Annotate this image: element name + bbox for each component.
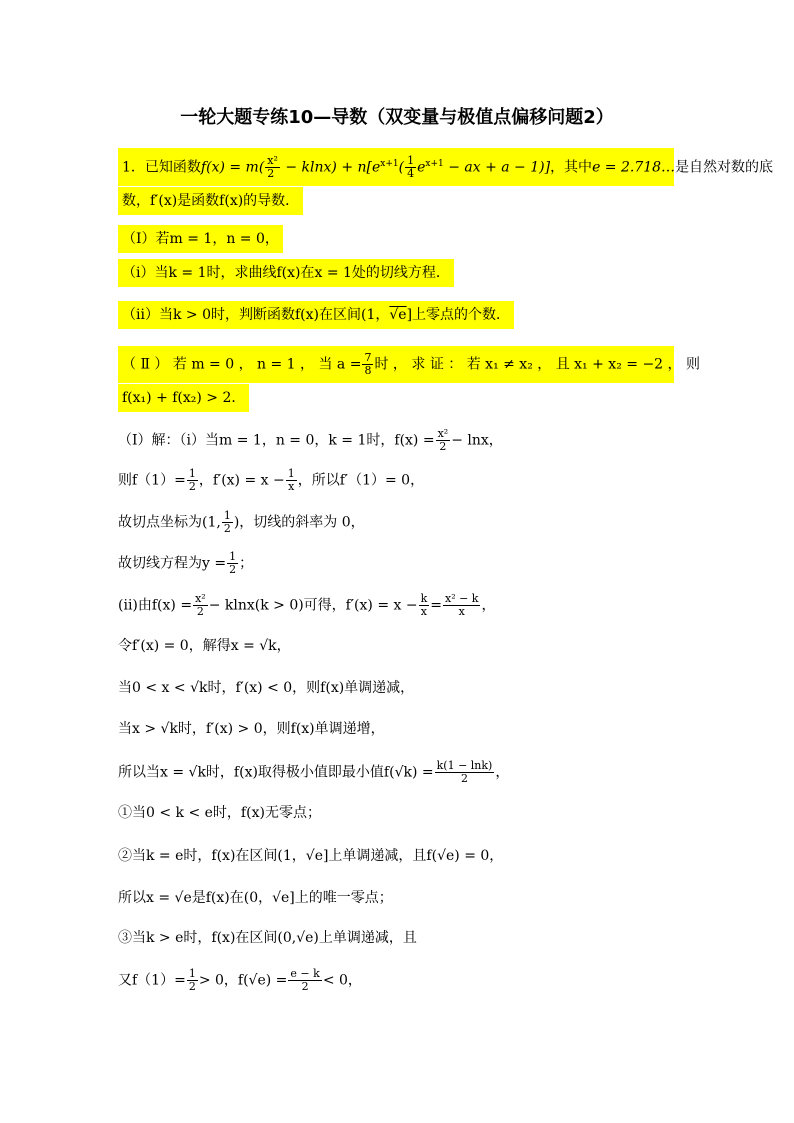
- fraction-numerator: x²: [195, 592, 206, 605]
- solution-line: [118, 678, 414, 698]
- solution-text: 又f（1）=: [118, 972, 186, 989]
- solution-line: [118, 846, 503, 866]
- fraction-denominator: x: [458, 605, 465, 618]
- fraction-denominator: x: [288, 480, 295, 493]
- solution-text: 故切线方程为y =: [118, 555, 227, 572]
- fraction-numerator: 1: [229, 550, 237, 563]
- solution-text: ，: [495, 764, 510, 781]
- fraction-denominator: 2: [188, 980, 196, 993]
- solution-text: 所以x = √e是f(x)在(0，√e]上的唯一零点；: [118, 890, 393, 906]
- solution-text: （Ⅰ）解：（ⅰ）当m = 1，n = 0，k = 1时，f(x) =: [118, 432, 435, 449]
- fraction: [286, 468, 297, 493]
- problem-line-1: 1．已知函数f(x) = m( $\frac{\text{x²}}{2}$ − $klnx) + n[e^{x+1}$( $\frac{1}{4}$ $e^{x+1}$ − ax + a − 1)]，其中e = 2.718…是自然对数的底: [118, 148, 674, 186]
- solution-text: (ii)由f(x) =: [118, 597, 193, 614]
- problem-part-1: （Ⅰ）若m = 1，n = 0，: [118, 229, 283, 249]
- fraction-numerator: k: [420, 592, 428, 605]
- fraction-numerator: e − k: [290, 967, 320, 980]
- solution-line: [118, 968, 362, 993]
- problem-part-2: （ Ⅱ ） 若 m = 0 ， n = 1 ， 当 a = $\frac{7}{8}$ 时 ， 求 证 ： 若 x₁ ≠ x₂ ， 且 x₁ + x₂ = −2 ， 则: [118, 346, 674, 383]
- solution-line: [118, 803, 321, 823]
- fraction: [227, 551, 238, 576]
- solution-line: [118, 593, 495, 618]
- fraction-numerator: 1: [287, 467, 295, 480]
- solution-line: [118, 760, 509, 785]
- fraction-numerator: x²: [437, 427, 449, 440]
- problem-part-1-ii: （ⅱ）当k > 0时，判断函数f(x)在区间(1，√e]上零点的个数．: [118, 305, 514, 325]
- fraction: [435, 760, 495, 785]
- fraction: [187, 968, 198, 993]
- fraction-numerator: 1: [223, 509, 231, 522]
- problem-part-2-cont: f(x₁) + f(x₂) > 2．: [118, 388, 249, 408]
- solution-line: [118, 888, 393, 908]
- solution-text: ，: [481, 597, 496, 614]
- solution-line: [118, 510, 365, 535]
- solution-text: 则f（1）=: [118, 472, 186, 489]
- solution-line: [118, 428, 503, 453]
- fraction: [436, 428, 451, 453]
- fraction-numerator: k(1 − lnk): [436, 759, 493, 772]
- fraction: [443, 593, 481, 618]
- fraction-denominator: 2: [439, 440, 447, 453]
- solution-text: − lnx，: [451, 432, 503, 449]
- fraction-denominator: 2: [229, 563, 237, 576]
- solution-line: [118, 468, 424, 493]
- solution-text: 令f′(x) = 0，解得x = √k，: [118, 638, 291, 654]
- solution-text: − klnx(k > 0)可得，f′(x) = x −: [208, 597, 418, 614]
- fraction: [222, 510, 233, 535]
- fraction-numerator: 1: [188, 967, 196, 980]
- fraction-denominator: 2: [188, 480, 196, 493]
- fraction-numerator: x² − k: [444, 592, 479, 605]
- solution-line: [118, 928, 417, 948]
- fraction-numerator: 1: [188, 467, 196, 480]
- fraction: [288, 968, 321, 993]
- problem-line-2: 数，f′(x)是函数f(x)的导数．: [118, 191, 303, 211]
- fraction: [419, 593, 430, 618]
- fraction-denominator: 2: [223, 522, 231, 535]
- solution-text: 当0 < x < √k时，f′(x) < 0，则f(x)单调递减，: [118, 680, 415, 696]
- fraction-denominator: 2: [301, 980, 309, 993]
- fraction-denominator: 2: [460, 772, 468, 785]
- solution-text: 所以当x = √k时，f(x)取得极小值即最小值f(√k) =: [118, 764, 434, 781]
- solution-line: [118, 636, 291, 656]
- solution-text: ②当k = e时，f(x)在区间(1，√e]上单调递减，且f(√e) = 0，: [118, 848, 504, 864]
- solution-line: [118, 551, 253, 576]
- fraction-denominator: x: [420, 605, 428, 618]
- solution-text: )，切线的斜率为 0，: [233, 514, 365, 531]
- document-title: 一轮大题专练10—导数（双变量与极值点偏移问题2）: [180, 107, 614, 128]
- fraction: [193, 593, 208, 618]
- solution-text: < 0，: [322, 972, 362, 989]
- solution-text: 故切点坐标为(1,: [118, 514, 221, 531]
- solution-text: ③当k > e时，f(x)在区间(0,√e)上单调递减，且: [118, 930, 417, 946]
- solution-text: ①当0 < k < e时，f(x)无零点；: [118, 805, 321, 821]
- solution-line: [118, 719, 385, 739]
- problem-part-1-i: （ⅰ）当k = 1时，求曲线f(x)在x = 1处的切线方程．: [118, 263, 454, 283]
- solution-text: ，f′(x) = x −: [198, 472, 285, 489]
- solution-text: 当x > √k时，f′(x) > 0，则f(x)单调递增，: [118, 721, 385, 737]
- solution-text: ，所以f′（1）= 0，: [297, 472, 425, 489]
- fraction-denominator: 2: [196, 605, 204, 618]
- solution-text: > 0，f(√e) =: [198, 972, 288, 989]
- solution-text: ；: [239, 555, 254, 572]
- solution-text: =: [430, 597, 442, 614]
- fraction: [187, 468, 198, 493]
